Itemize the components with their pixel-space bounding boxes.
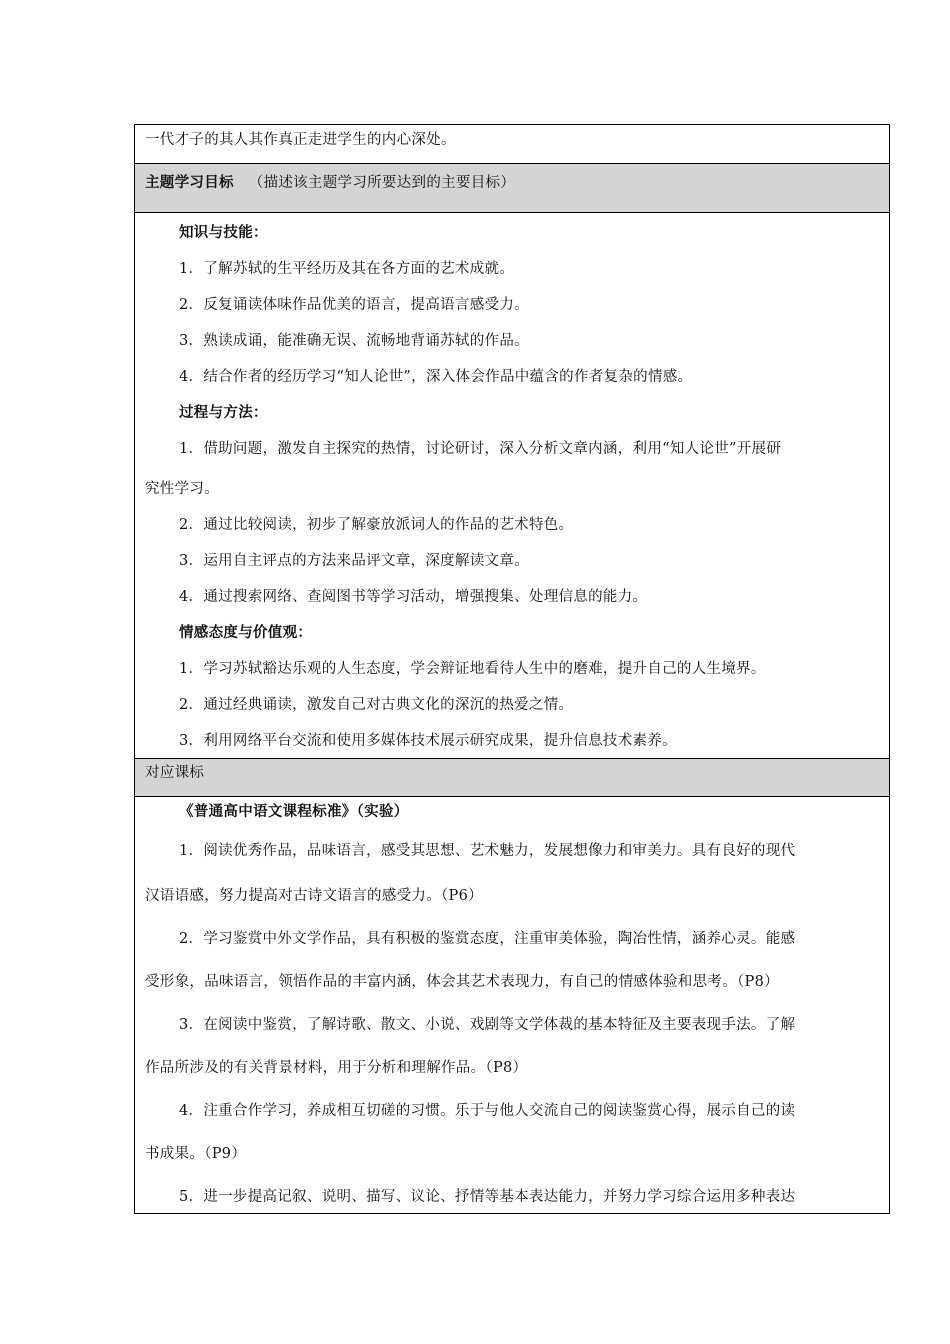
process-heading: 过程与方法：	[179, 404, 268, 421]
standard-2-line-2: 受形象，品味语言，领悟作品的丰富内涵，体会其艺术表现力，有自己的情感体验和思考。（P8）	[145, 974, 779, 990]
goals-header-title: 主题学习目标	[145, 174, 234, 191]
process-item-1-line-2: 究性学习。	[145, 481, 219, 497]
standards-header-row	[135, 759, 889, 797]
standard-4-line-2: 书成果。（P9）	[145, 1146, 247, 1162]
standard-3-line-1: 3．在阅读中鉴赏，了解诗歌、散文、小说、戏剧等文学体裁的基本特征及主要表现手法。了解	[179, 1017, 796, 1033]
emotion-heading: 情感态度与价值观：	[179, 624, 313, 641]
knowledge-item-4: 4．结合作者的经历学习“知人论世”，深入体会作品中蕴含的作者复杂的情感。	[179, 369, 693, 385]
standards-content	[135, 797, 889, 1213]
process-item-4: 4．通过搜索网络、查阅图书等学习活动，增强搜集、处理信息的能力。	[179, 589, 648, 605]
knowledge-item-1: 1．了解苏轼的生平经历及其在各方面的艺术成就。	[179, 261, 515, 277]
standard-1-line-2: 汉语语感，努力提高对古诗文语言的感受力。（P6）	[145, 888, 483, 904]
standard-4-line-1: 4．注重合作学习，养成相互切磋的习惯。乐于与他人交流自己的阅读鉴赏心得，展示自己的读	[179, 1103, 796, 1119]
knowledge-item-3: 3．熟读成诵，能准确无误、流畅地背诵苏轼的作品。	[179, 333, 529, 349]
standard-3-line-2: 作品所涉及的有关背景材料，用于分析和理解作品。（P8）	[145, 1060, 528, 1076]
standard-5-line-1: 5．进一步提高记叙、说明、描写、议论、抒情等基本表达能力，并努力学习综合运用多种表达	[179, 1189, 796, 1205]
goals-header	[135, 164, 889, 202]
standard-1-line-1: 1．阅读优秀作品，品味语言，感受其思想、艺术魅力，发展想像力和审美力。具有良好的现代	[179, 843, 796, 859]
emotion-item-2: 2．通过经典诵读，激发自己对古典文化的深沉的热爱之情。	[179, 697, 574, 713]
process-item-2: 2．通过比较阅读，初步了解豪放派词人的作品的艺术特色。	[179, 517, 574, 533]
emotion-item-3: 3．利用网络平台交流和使用多媒体技术展示研究成果，提升信息技术素养。	[179, 733, 677, 749]
goals-header-row	[135, 164, 889, 213]
process-item-1-line-1: 1．借助问题，激发自主探究的热情，讨论研讨，深入分析文章内涵，利用“知人论世”开展研	[179, 441, 782, 457]
knowledge-item-2: 2．反复诵读体味作品优美的语言，提高语言感受力。	[179, 297, 529, 313]
continuation-row	[135, 125, 889, 164]
process-item-3: 3．运用自主评点的方法来品评文章，深度解读文章。	[179, 553, 529, 569]
knowledge-heading: 知识与技能：	[179, 224, 268, 241]
standards-title: 《普通高中语文课程标准》（实验）	[179, 803, 409, 820]
emotion-item-1: 1．学习苏轼豁达乐观的人生态度，学会辩证地看待人生中的磨难，提升自己的人生境界。	[179, 661, 766, 677]
continuation-text: 一代才子的其人其作真正走进学生的内心深处。	[145, 132, 456, 148]
goals-header-desc: （描述该主题学习所要达到的主要目标）	[248, 175, 516, 191]
lesson-plan-table	[134, 124, 890, 1214]
goals-content	[135, 213, 889, 759]
standard-2-line-1: 2．学习鉴赏中外文学作品，具有积极的鉴赏态度，注重审美体验，陶冶性情，涵养心灵。能感	[179, 931, 796, 947]
standards-header: 对应课标	[145, 765, 205, 781]
